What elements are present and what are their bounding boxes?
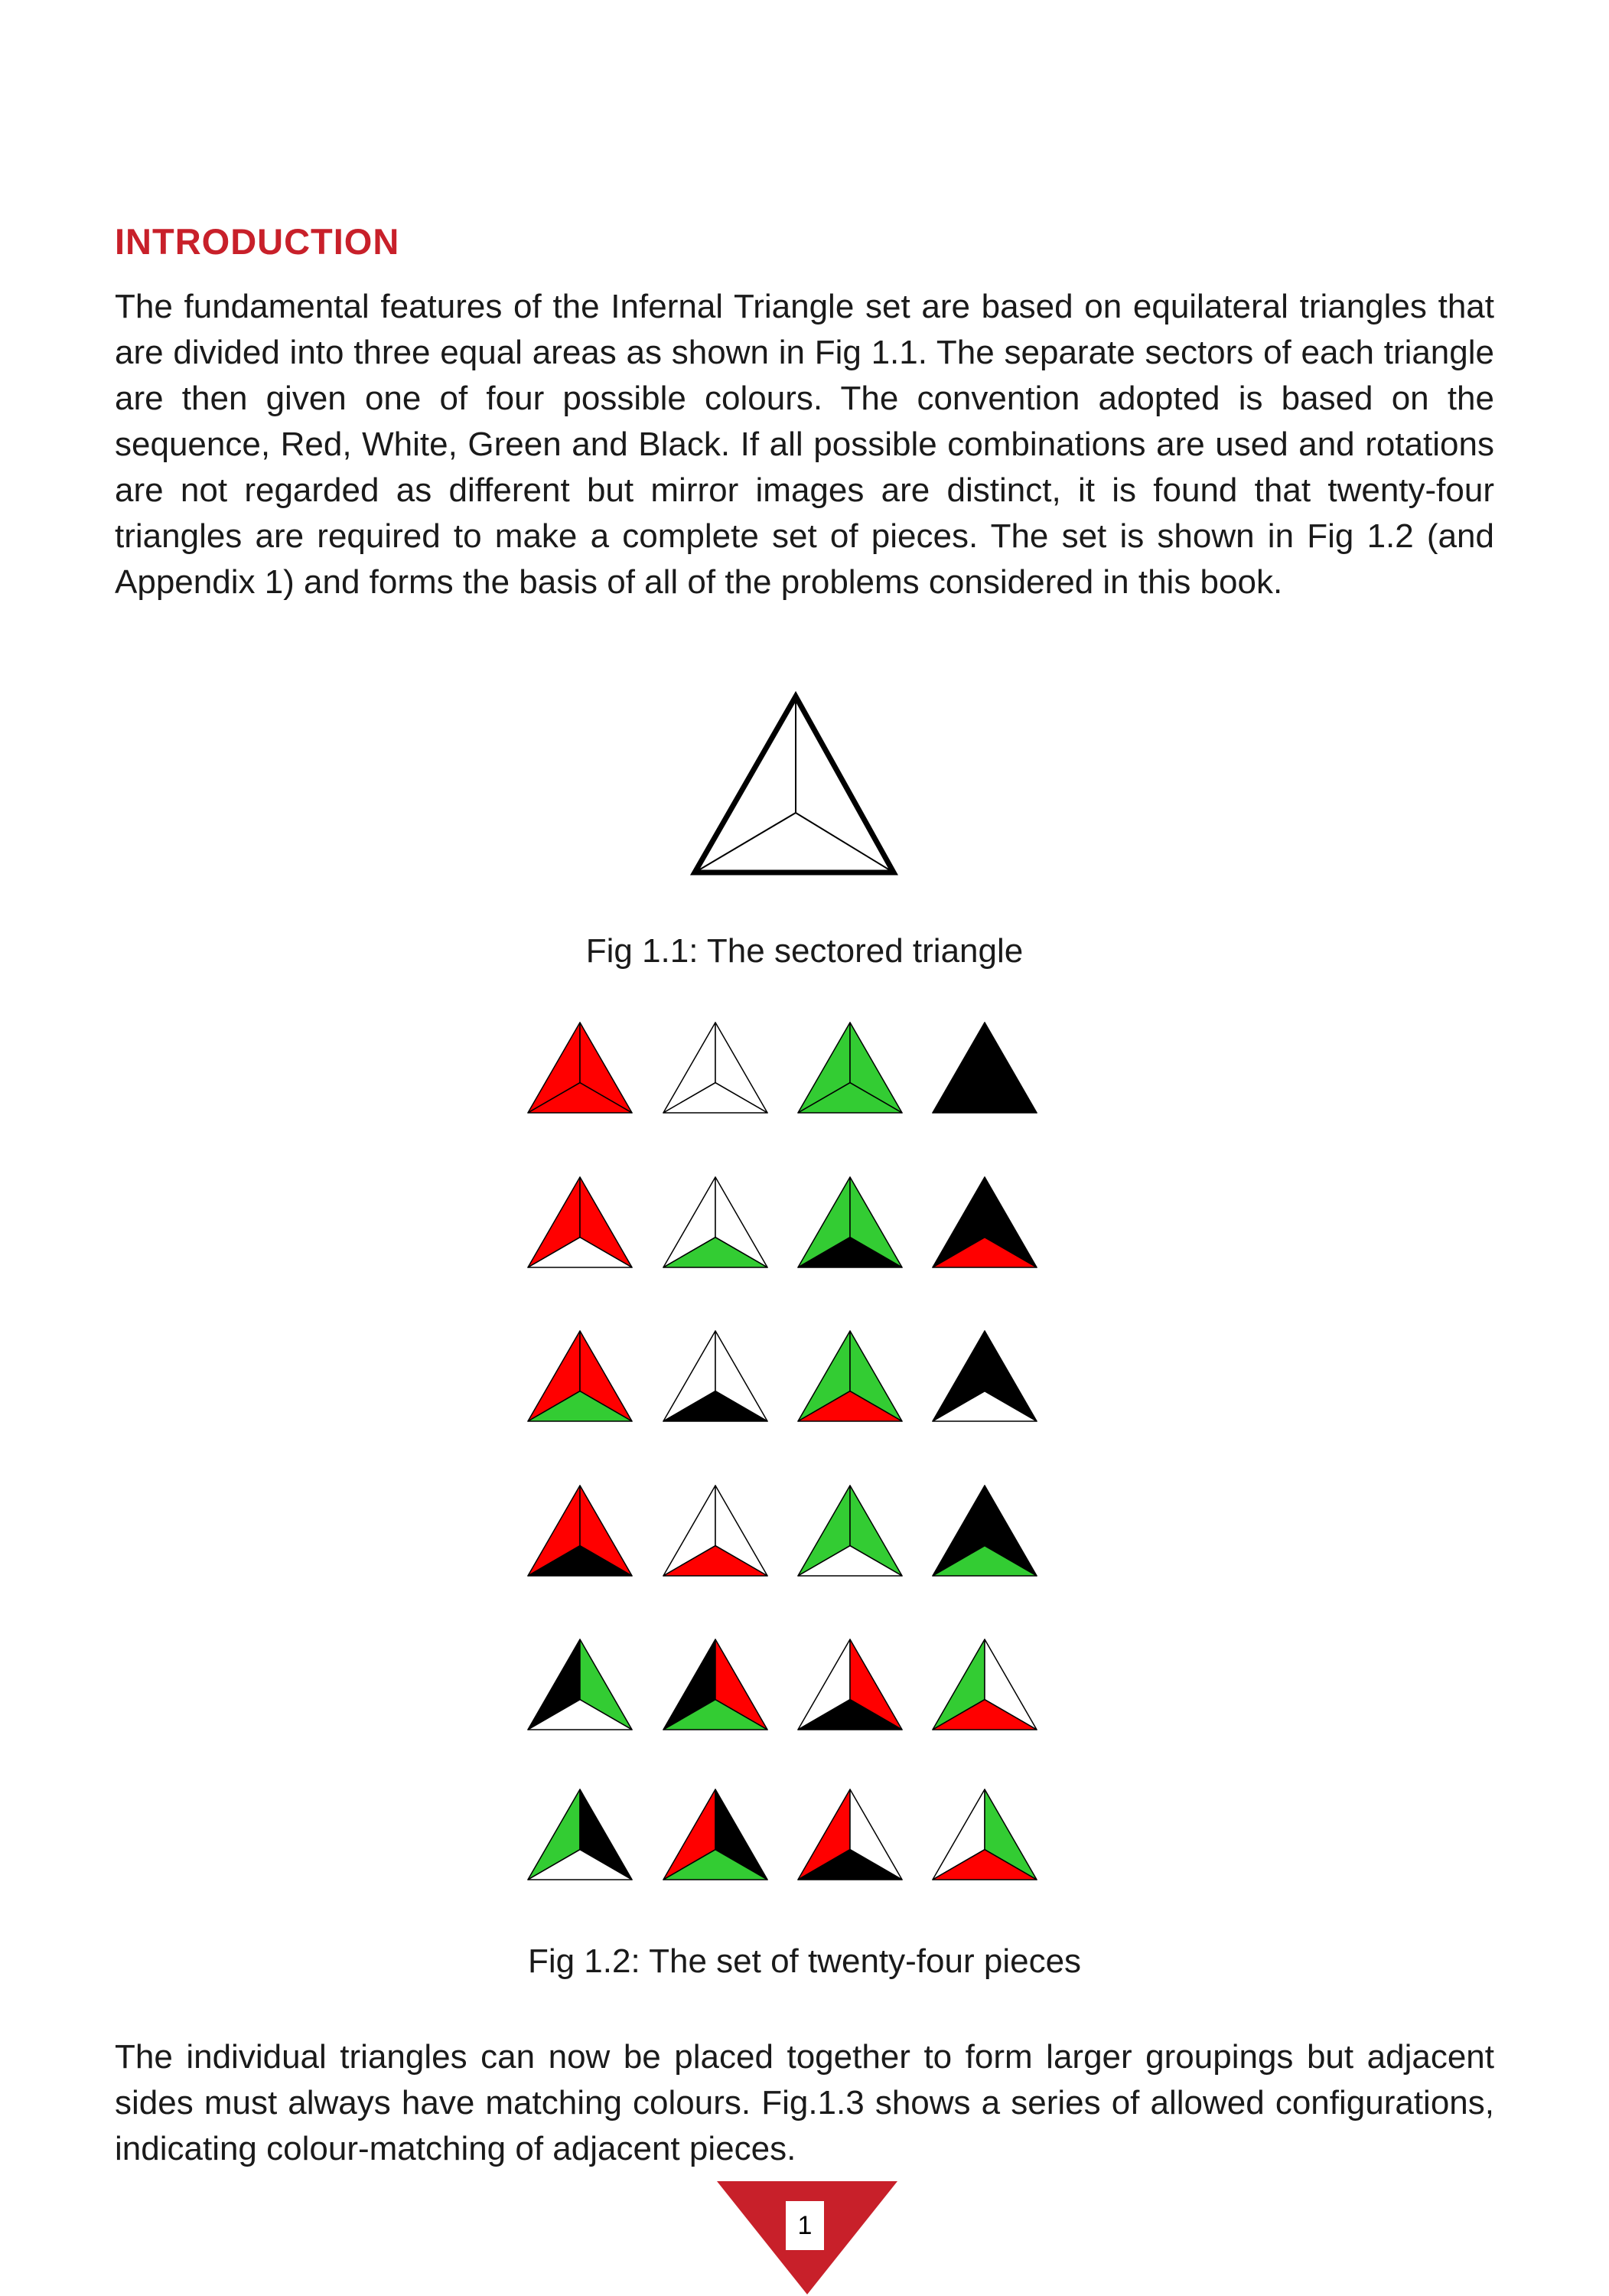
piece-12 (933, 1331, 1037, 1421)
piece-2 (663, 1022, 767, 1113)
piece-20 (933, 1639, 1037, 1730)
closing-paragraph: The individual triangles can now be placed together to form larger groupings but adjacent sides must always have matching colours. Fig.1.3 shows a series of allowed configurations, indicating colour-matching of adjacent pieces. (115, 2038, 1494, 2167)
piece-14 (663, 1486, 767, 1576)
piece-8 (933, 1177, 1037, 1267)
piece-9 (528, 1331, 632, 1421)
piece-7 (798, 1177, 902, 1267)
piece-22 (663, 1789, 767, 1880)
piece-3 (798, 1022, 902, 1113)
piece-24 (933, 1789, 1037, 1880)
figure-1-caption: Fig 1.1: The sectored triangle (585, 932, 1024, 970)
piece-19 (798, 1639, 902, 1730)
piece-10 (663, 1331, 767, 1421)
piece-23 (798, 1789, 902, 1880)
section-heading: INTRODUCTION (115, 221, 400, 262)
pieces-grid (528, 1022, 1037, 1880)
piece-13 (528, 1486, 632, 1576)
piece-18 (663, 1639, 767, 1730)
intro-paragraph: The fundamental features of the Infernal Triangle set are based on equilateral triangles that are divided into three equal areas as shown in Fig 1.1. The separate sectors of each triangle are then given one of four possible colours. The convention adopted is based on the sequence, Red, White, Green and Black. If all possible combinations are used and rotations are not regarded as different but mirror images are distinct, it is found that twenty-four triangles are required to make a complete set of pieces. The set is shown in Fig 1.2 (and Appendix 1) and forms the basis of all of the problems considered in this book. (115, 288, 1494, 601)
piece-15 (798, 1486, 902, 1576)
piece-6 (663, 1177, 767, 1267)
piece-5 (528, 1177, 632, 1267)
sectored-triangle-figure (695, 696, 894, 872)
figure-2-caption: Fig 1.2: The set of twenty-four pieces (527, 1942, 1082, 1980)
page-number: 1 (786, 2201, 824, 2250)
sectored-triangle-outline (695, 696, 894, 872)
piece-17 (528, 1639, 632, 1730)
piece-4 (933, 1022, 1037, 1113)
piece-1 (528, 1022, 632, 1113)
piece-11 (798, 1331, 902, 1421)
piece-21 (528, 1789, 632, 1880)
piece-16 (933, 1486, 1037, 1576)
